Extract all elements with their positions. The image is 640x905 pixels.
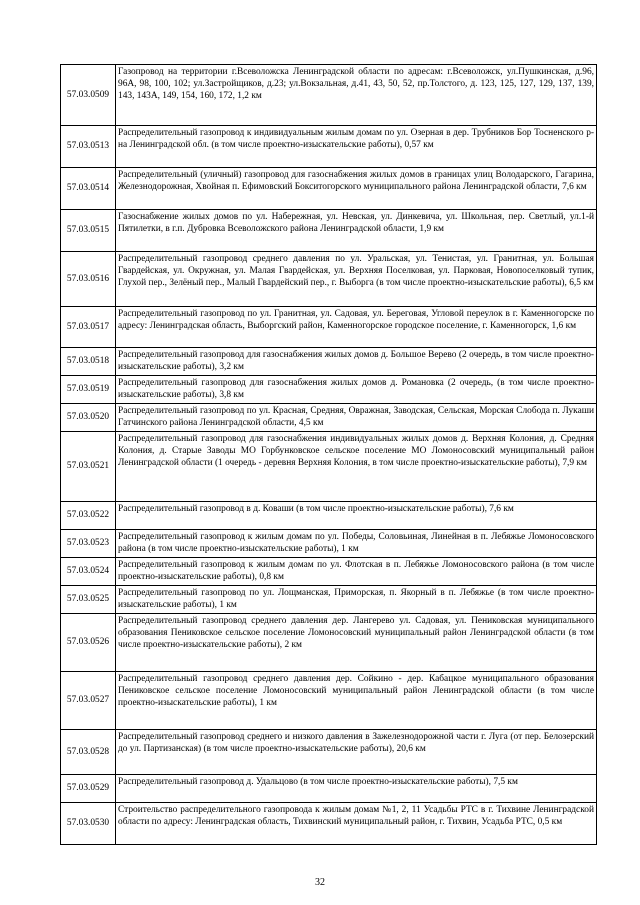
table-row bbox=[61, 530, 597, 558]
table-row bbox=[61, 672, 597, 730]
project-code: 57.03.0516 bbox=[61, 252, 116, 307]
project-description: Распределительный (уличный) газопровод для газоснабжения жилых домов в границах улиц Володарского, Гагарина, Железнодорожная, Хвойная п. Ефимовский Бокситогорского муниципального района Ленинградской области, 7,6 км bbox=[116, 168, 597, 210]
project-description: Строительство распределительного газопровода к жилым домам №1, 2, 11 Усадьбы РТС в г. Тихвине Ленинградской области по адресу: Ленинградская область, Тихвинский муниципальный район, г. Тихвин, Усадьба РТС, 0,5 км bbox=[116, 803, 597, 845]
table-row bbox=[61, 502, 597, 530]
table-row bbox=[61, 803, 597, 845]
project-code: 57.03.0526 bbox=[61, 614, 116, 672]
table-row bbox=[61, 252, 597, 307]
project-description: Распределительный газопровод среднего давления дер. Сойкино - дер. Кабацкое муниципального образования Пениковское сельское поселение Ломоносовский муниципальный район Ленинградской области (в том числе проектно-изыскательские работы), 1 км bbox=[116, 672, 597, 730]
project-description: Газоснабжение жилых домов по ул. Набережная, ул. Невская, ул. Динкевича, ул. Школьная, пер. Светлый, ул.1-й Пятилетки, в г.п. Дубровка Всеволожского района Ленинградской области, 1,9 км bbox=[116, 210, 597, 252]
project-code: 57.03.0517 bbox=[61, 307, 116, 348]
table-row bbox=[61, 775, 597, 803]
project-description: Распределительный газопровод для газоснабжения жилых домов д. Большое Верево (2 очередь, в том числе проектно-изыскательские работы), 3,2 км bbox=[116, 348, 597, 376]
project-description: Распределительный газопровод среднего и низкого давления в Зажелезнодорожной части г. Луга (от пер. Белозерский до ул. Партизанская) (в том числе проектно-изыскательские работы), 20,6 км bbox=[116, 730, 597, 775]
project-description: Распределительный газопровод для газоснабжения индивидуальных жилых домов д. Верхняя Колония, д. Средняя Колония, д. Старые Заводы МО Горбунковское сельское поселение МО Ломоносовский муниципальный район Ленинградской области (1 очередь - деревня Верхняя Колония, в том числе проектно-изыскательские работы), 7,9 км bbox=[116, 432, 597, 502]
project-code: 57.03.0514 bbox=[61, 168, 116, 210]
table-row bbox=[61, 730, 597, 775]
project-description: Распределительный газопровод к индивидуальным жилым домам по ул. Озерная в дер. Трубников Бор Тосненского р-на Ленинградской обл. (в том числе проектно-изыскательские работы), 0,57 км bbox=[116, 126, 597, 168]
project-code: 57.03.0521 bbox=[61, 432, 116, 502]
project-description: Распределительный газопровод по ул. Гранитная, ул. Садовая, ул. Береговая, Угловой переулок в г. Каменногорске по адресу: Ленинградская область, Выборгский район, Каменногорское городское поселение, г. Каменногорск, 1,6 км bbox=[116, 307, 597, 348]
project-description: Распределительный газопровод по ул. Красная, Средняя, Овражная, Заводская, Сельская, Морская Слобода п. Лукаши Гатчинского района Ленинградской области, 4,5 км bbox=[116, 404, 597, 432]
project-code: 57.03.0530 bbox=[61, 803, 116, 845]
project-code: 57.03.0525 bbox=[61, 586, 116, 614]
project-code: 57.03.0524 bbox=[61, 558, 116, 586]
project-description: Распределительный газопровод к жилым домам по ул. Победы, Соловьиная, Линейная в п. Лебяжье Ломоносовского района (в том числе проектно-изыскательские работы), 1 км bbox=[116, 530, 597, 558]
table-row bbox=[61, 168, 597, 210]
project-code: 57.03.0528 bbox=[61, 730, 116, 775]
project-code: 57.03.0509 bbox=[61, 65, 116, 126]
table-row bbox=[61, 558, 597, 586]
table-row bbox=[61, 404, 597, 432]
project-description: Распределительный газопровод среднего давления дер. Лангерево ул. Садовая, ул. Пениковская муниципального образования Пениковское сельское поселение Ломоносовский муниципальный район Ленинградской области (в том числе проектно-изыскательские работы), 2 км bbox=[116, 614, 597, 672]
table-row bbox=[61, 586, 597, 614]
table-row bbox=[61, 614, 597, 672]
table-row bbox=[61, 65, 597, 126]
project-description: Распределительный газопровод для газоснабжения жилых домов д. Романовка (2 очередь, (в том числе проектно-изыскательские работы), 3,8 км bbox=[116, 376, 597, 404]
table-row bbox=[61, 376, 597, 404]
project-code: 57.03.0520 bbox=[61, 404, 116, 432]
project-code: 57.03.0515 bbox=[61, 210, 116, 252]
projects-table bbox=[60, 64, 597, 845]
table-row bbox=[61, 126, 597, 168]
project-code: 57.03.0527 bbox=[61, 672, 116, 730]
project-code: 57.03.0522 bbox=[61, 502, 116, 530]
table-row bbox=[61, 210, 597, 252]
project-code: 57.03.0523 bbox=[61, 530, 116, 558]
page-number: 32 bbox=[315, 877, 325, 888]
project-description: Распределительный газопровод среднего давления по ул. Уральская, ул. Тенистая, ул. Гранитная, ул. Большая Гвардейская, ул. Окружная, ул. Малая Гвардейская, ул. Верхняя Поселковая, ул. Парковая, Новопоселковый тупик, Глухой пер., Зелёный пер., Малый Гвардейский пер., г. Выборга (в том числе проектно-изыскательские работы), 6,5 км bbox=[116, 252, 597, 307]
project-code: 57.03.0518 bbox=[61, 348, 116, 376]
table-row bbox=[61, 432, 597, 502]
table-row bbox=[61, 348, 597, 376]
project-description: Распределительный газопровод в д. Коваши (в том числе проектно-изыскательские работы), 7,6 км bbox=[116, 502, 597, 530]
project-code: 57.03.0529 bbox=[61, 775, 116, 803]
project-code: 57.03.0519 bbox=[61, 376, 116, 404]
project-description: Распределительный газопровод по ул. Лощманская, Приморская, п. Якорный в п. Лебяжье (в том числе проектно-изыскательские работы), 1 км bbox=[116, 586, 597, 614]
table-row bbox=[61, 307, 597, 348]
project-description: Распределительный газопровод д. Удальцово (в том числе проектно-изыскательские работы), 7,5 км bbox=[116, 775, 597, 803]
project-description: Распределительный газопровод к жилым домам по ул. Флотская в п. Лебяжье Ломоносовского района (в том числе проектно-изыскательские работы), 0,8 км bbox=[116, 558, 597, 586]
project-code: 57.03.0513 bbox=[61, 126, 116, 168]
project-description: Газопровод на территории г.Всеволожска Ленинградской области по адресам: г.Всеволожск, ул.Пушкинская, д.96, 96А, 98, 100, 102; ул.Застройщиков, д.23; ул.Вокзальная, д.41, 43, 50, 52, пр.Толстого, д. 123, 125, 127, 129, 137, 139, 143, 143А, 149, 154, 160, 172, 1,2 км bbox=[116, 65, 597, 126]
